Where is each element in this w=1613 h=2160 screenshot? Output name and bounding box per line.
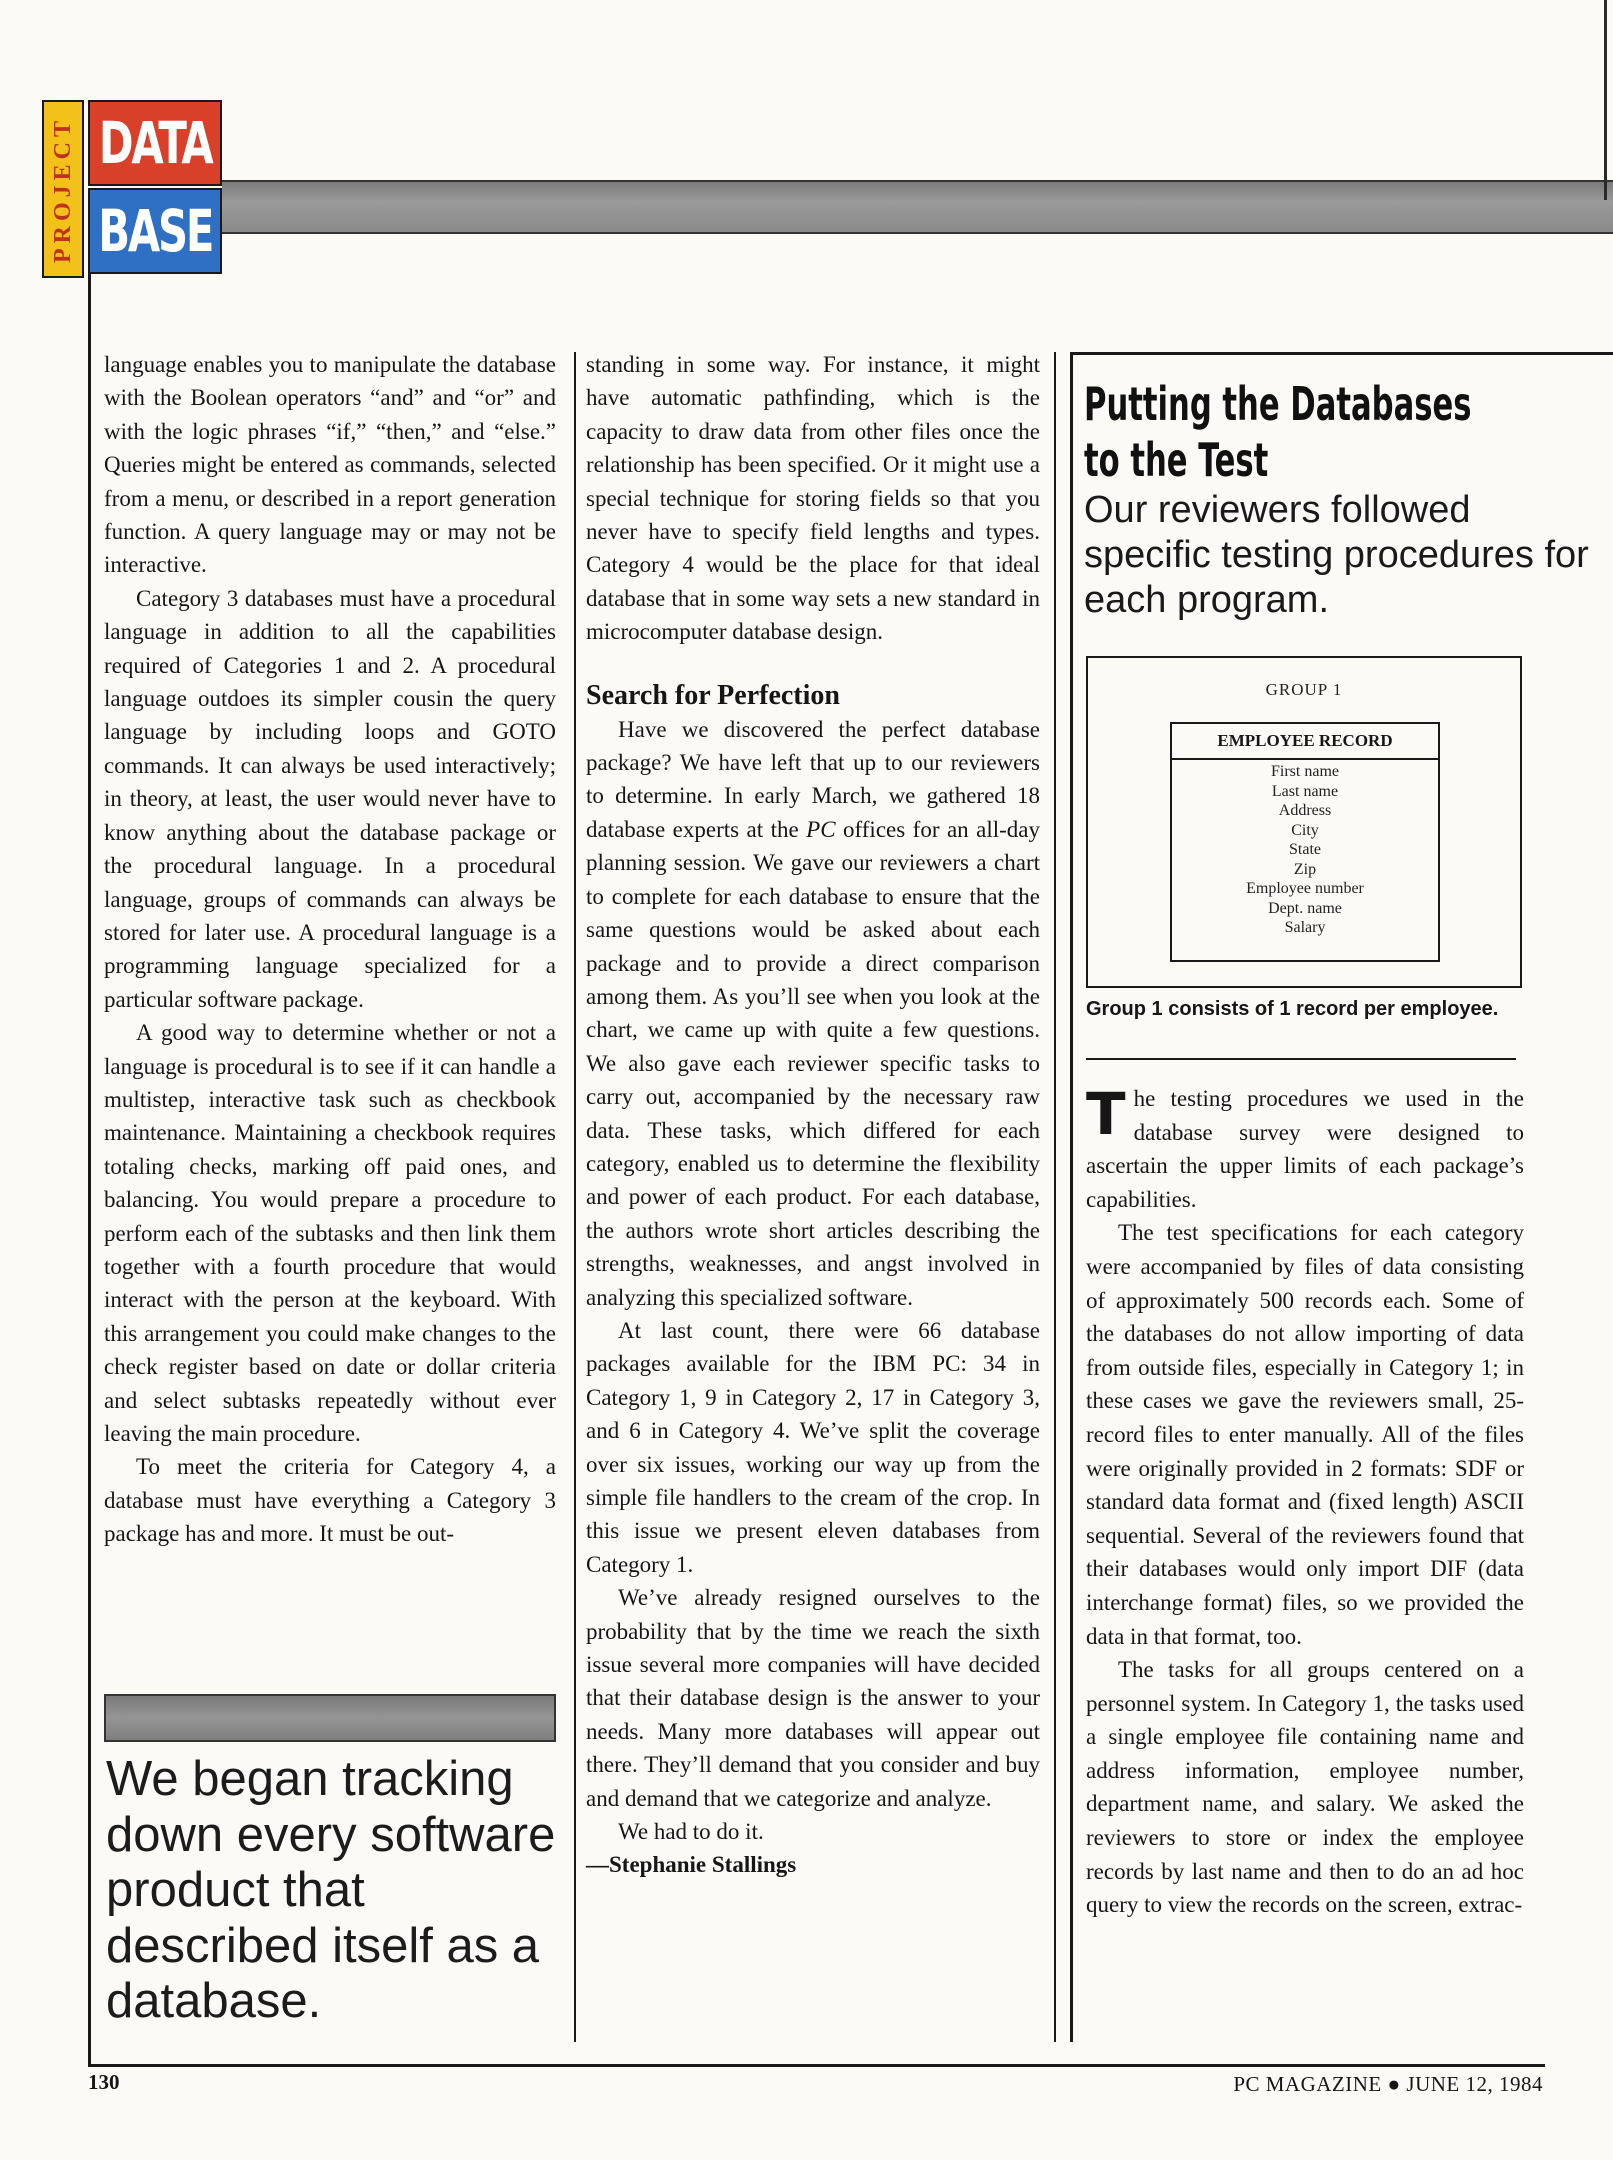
pull-quote: We began tracking down every software product that described itself as a database. [106, 1752, 556, 2028]
project-label: PROJECT [49, 115, 76, 263]
project-logo-tab [42, 100, 84, 278]
magazine-name: PC [806, 816, 836, 842]
pull-quote-bar [104, 1694, 556, 1742]
body-paragraph: standing in some way. For instance, it might have automatic pathfinding, which is the capacity to draw data from other files once the relationship has been specified. Or it might use a special technique for storing fields so that you never have to specify field lengths and types. Category 4 would be the place for that ideal database that in some way sets a new standard in microcomputer database design. [586, 352, 1040, 645]
sidebar-title [1084, 376, 1604, 488]
record-field: Employee number [1246, 880, 1364, 897]
record-title: EMPLOYEE RECORD [1172, 724, 1438, 760]
body-paragraph: We’ve already resigned ourselves to the probability that by the time we reach the sixth issue several more companies will have decided that their database design is the answer to your needs. Many more databases will appear out there. They’ll demand that you consider and buy and demand that we categorize and analyze. [586, 1585, 1040, 1811]
base-label: BASE [97, 197, 213, 265]
sidebar-body [1086, 1082, 1524, 1922]
sidebar-title-line-2: to the Test [1084, 433, 1269, 487]
figure-caption: Group 1 consists of 1 record per employee. [1086, 998, 1499, 1020]
group-figure [1086, 656, 1522, 988]
record-field: Zip [1293, 860, 1317, 878]
employee-record-box [1170, 722, 1440, 962]
body-paragraph: Category 3 databases must have a procedural language in addition to all the capabilities required of Categories 1 and 2. A procedural language outdoes its simpler cousin the query language by including loops and GOTO commands. It can always be used interactively; in theory, at least, the user would never have to know anything about the database package or the procedural language. In a procedural language, groups of commands can always be stored for later use. A procedural language is a programming language specialized for a particular software package. [104, 585, 556, 1012]
section-subhead: Search for Perfection [586, 679, 840, 711]
record-field-list [1172, 762, 1438, 938]
column-rule-2 [1054, 352, 1056, 2042]
data-label: DATA [98, 109, 212, 177]
body-text: Have we discovered the perfect database package? We have left that up to our reviewers to determine. In early March, we gathered 18 database experts at the [586, 716, 1040, 842]
page-number: 130 [88, 2070, 120, 2094]
figure-group-label: GROUP 1 [1265, 680, 1343, 699]
frame-bottom-rule [88, 2064, 1545, 2067]
sidebar-title-line-1: Putting the Databases [1084, 377, 1472, 431]
author-signature: —Stephanie Stallings [586, 1852, 797, 1878]
body-paragraph: At last count, there were 66 database packages available for the IBM PC: 34 in Category 1, 9 in Category 2, 17 in Category 3, and 6 in Category 4. We’ve split the coverage over six issues, working our way up from the simple file handlers to the cream of the crop. In this issue we present eleven databases from Category 1. [586, 1317, 1040, 1577]
data-logo-block [88, 100, 222, 186]
body-paragraph: To meet the criteria for Category 4, a database must have everything a Category 3 package has and more. It must be out- [104, 1454, 556, 1547]
caption-rule [1086, 1058, 1516, 1060]
publication-line: PC MAGAZINE ● JUNE 12, 1984 [1233, 2072, 1543, 2096]
frame-left-rule [88, 274, 91, 2066]
body-paragraph [1086, 1082, 1524, 1216]
header-bar [222, 180, 1613, 234]
record-field: Last name [1271, 782, 1339, 800]
record-field: Salary [1284, 919, 1326, 936]
body-paragraph: A good way to determine whether or not a language is procedural is to see if it can handle a multistep, interactive task such as checkbook maintenance. Maintaining a checkbook requires totaling checks, marking off paid ones, and balancing. You would prepare a procedure to perform each of the subtasks and then link them together with a fourth procedure that would interact with the person at the keyboard. With this arrangement you could make changes to the check register based on date or dollar criteria and select subtasks repeatedly without ever leaving the main procedure. [104, 1020, 556, 1446]
sidebar-deck: Our reviewers followed specific testing procedures for each program. [1084, 489, 1589, 621]
drop-cap: T [1086, 1080, 1126, 1148]
body-paragraph: language enables you to manipulate the database with the Boolean operators “and” and “or” and with the logic phrases “if,” “then,” and “else.” Queries might be entered as commands, selected from a menu, or described in a report generation function. A query language may or may not be interactive. [104, 352, 556, 578]
base-logo-block [88, 188, 222, 274]
right-edge-rule [1604, 0, 1607, 200]
body-paragraph [586, 713, 1040, 1314]
body-paragraph: We had to do it. [618, 1819, 764, 1845]
body-text: he testing procedures we used in the database survey were designed to ascertain the upper limits of each package’s capabilities. [1086, 1086, 1524, 1212]
record-field: State [1289, 841, 1321, 858]
body-paragraph: The test specifications for each category were accompanied by files of data consisting of approximately 500 records each. Some of the databases do not allow importing of data from outside files, especially in Category 1; in these cases we gave the reviewers small, 25-record files to enter manually. All of the files were originally provided in 2 formats: SDF or standard data format and (fixed length) ASCII sequential. Several of the reviewers found that their databases would only import DIF (data interchange format) files, so we provided the data in that format, too. [1086, 1220, 1524, 1649]
column-2 [586, 348, 1040, 1882]
body-paragraph: The tasks for all groups centered on a personnel system. In Category 1, the tasks used a single employee file containing name and address information, employee number, department name, and salary. We asked the reviewers to store or index the employee records by last name and then to do an ad hoc query to view the records on the screen, extrac- [1086, 1657, 1524, 1918]
record-field: Dept. name [1268, 899, 1342, 917]
record-field: City [1291, 821, 1319, 839]
record-field: First name [1271, 763, 1339, 780]
column-1 [104, 348, 556, 1551]
body-text: offices for an all-day planning session. We gave our reviewers a chart to complete for each database to ensure that the same questions would be asked about each package and to provide a direct comparison among them. As you’ll see when you look at the chart, we came up with quite a few questions. We also gave each reviewer specific tasks to carry out, accompanied by the necessary raw data. These tasks, which differed for each category, enabled us to determine the flexibility and power of each product. For each database, the authors wrote short articles describing the strengths, weaknesses, and angst involved in analyzing this specialized software. [586, 816, 1040, 1310]
record-field: Address [1278, 802, 1332, 819]
